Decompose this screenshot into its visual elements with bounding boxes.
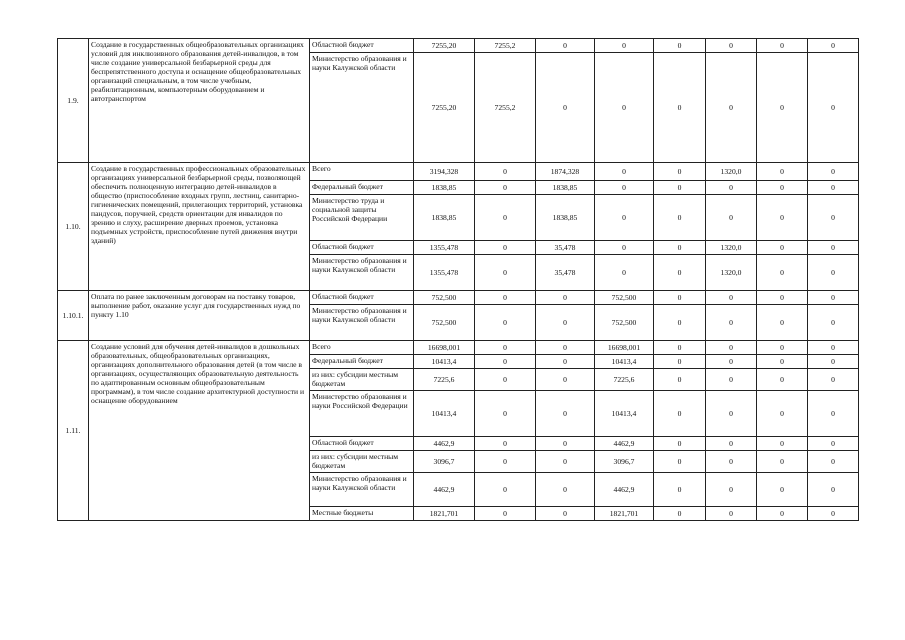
- amount-cell: 0: [757, 355, 808, 369]
- amount-cell: 0: [808, 305, 859, 341]
- amount-cell: 0: [595, 39, 654, 53]
- amount-cell: 0: [654, 255, 706, 291]
- table-row: [58, 39, 859, 53]
- amount-cell: 0: [808, 255, 859, 291]
- funding-source: Всего: [310, 341, 414, 355]
- amount-cell: 0: [706, 195, 757, 241]
- amount-cell: 0: [757, 291, 808, 305]
- amount-cell: 1838,85: [536, 195, 595, 241]
- amount-cell: 1320,0: [706, 255, 757, 291]
- funding-source: Министерство образования и науки Калужской области: [310, 53, 414, 163]
- amount-cell: 7255,20: [414, 53, 475, 163]
- amount-cell: 3096,7: [414, 451, 475, 473]
- amount-cell: 752,500: [595, 291, 654, 305]
- amount-cell: 0: [595, 241, 654, 255]
- amount-cell: 0: [808, 451, 859, 473]
- amount-cell: 0: [475, 355, 536, 369]
- amount-cell: 0: [654, 241, 706, 255]
- funding-source: Министерство труда и социальной защиты Российской Федерации: [310, 195, 414, 241]
- amount-cell: 0: [706, 181, 757, 195]
- amount-cell: 1838,85: [536, 181, 595, 195]
- item-number: 1.11.: [58, 341, 89, 521]
- amount-cell: 0: [475, 195, 536, 241]
- amount-cell: 752,500: [595, 305, 654, 341]
- amount-cell: 10413,4: [595, 391, 654, 437]
- amount-cell: 0: [808, 39, 859, 53]
- amount-cell: 0: [808, 391, 859, 437]
- amount-cell: 0: [757, 341, 808, 355]
- table-body: [58, 39, 859, 521]
- amount-cell: 0: [654, 341, 706, 355]
- amount-cell: 0: [475, 437, 536, 451]
- amount-cell: 0: [706, 291, 757, 305]
- amount-cell: 0: [706, 451, 757, 473]
- funding-source: Министерство образования и науки Российской Федерации: [310, 391, 414, 437]
- amount-cell: 7255,2: [475, 53, 536, 163]
- amount-cell: 0: [654, 437, 706, 451]
- amount-cell: 16698,001: [414, 341, 475, 355]
- amount-cell: 0: [706, 473, 757, 507]
- funding-source: Областной бюджет: [310, 291, 414, 305]
- funding-source: Министерство образования и науки Калужской области: [310, 255, 414, 291]
- amount-cell: 35,478: [536, 241, 595, 255]
- amount-cell: 0: [808, 369, 859, 391]
- amount-cell: 0: [475, 241, 536, 255]
- amount-cell: 0: [654, 163, 706, 181]
- amount-cell: 0: [536, 291, 595, 305]
- amount-cell: 7255,20: [414, 39, 475, 53]
- funding-source: Областной бюджет: [310, 241, 414, 255]
- amount-cell: 0: [654, 181, 706, 195]
- funding-source: Министерство образования и науки Калужской области: [310, 473, 414, 507]
- amount-cell: 0: [706, 437, 757, 451]
- amount-cell: 0: [757, 451, 808, 473]
- amount-cell: 0: [808, 181, 859, 195]
- amount-cell: 3096,7: [595, 451, 654, 473]
- amount-cell: 0: [595, 181, 654, 195]
- item-number: 1.10.1.: [58, 291, 89, 341]
- amount-cell: 0: [808, 473, 859, 507]
- amount-cell: 0: [595, 195, 654, 241]
- amount-cell: 0: [475, 341, 536, 355]
- amount-cell: 752,500: [414, 305, 475, 341]
- amount-cell: 16698,001: [595, 341, 654, 355]
- amount-cell: 0: [475, 181, 536, 195]
- amount-cell: 0: [595, 163, 654, 181]
- amount-cell: 0: [475, 369, 536, 391]
- item-description: Создание в государственных общеобразовательных организациях условий для инклюзивного образования детей-инвалидов, в том числе создание универсальной безбарьерной среды для беспрепятственного доступа и оснащение общеобразовательных организаций специальным, в том числе учебным, реабилитационным, компьютерным оборудованием и автотранспортом: [89, 39, 310, 163]
- amount-cell: 0: [757, 195, 808, 241]
- item-description: Оплата по ранее заключенным договорам на поставку товаров, выполнение работ, оказание услуг для государственных нужд по пункту 1.10: [89, 291, 310, 341]
- amount-cell: 0: [475, 391, 536, 437]
- amount-cell: 0: [536, 355, 595, 369]
- amount-cell: 0: [536, 305, 595, 341]
- amount-cell: 0: [536, 53, 595, 163]
- funding-source: из них: субсидии местным бюджетам: [310, 369, 414, 391]
- amount-cell: 0: [808, 53, 859, 163]
- amount-cell: 0: [757, 39, 808, 53]
- amount-cell: 0: [536, 341, 595, 355]
- funding-source: Федеральный бюджет: [310, 181, 414, 195]
- amount-cell: 1821,701: [414, 507, 475, 521]
- table-row: [58, 163, 859, 181]
- amount-cell: 0: [757, 241, 808, 255]
- amount-cell: 1821,701: [595, 507, 654, 521]
- amount-cell: 35,478: [536, 255, 595, 291]
- amount-cell: 0: [654, 39, 706, 53]
- funding-source: Областной бюджет: [310, 39, 414, 53]
- amount-cell: 0: [757, 369, 808, 391]
- amount-cell: 0: [654, 305, 706, 341]
- amount-cell: 0: [654, 195, 706, 241]
- amount-cell: 1320,0: [706, 241, 757, 255]
- amount-cell: 0: [475, 473, 536, 507]
- amount-cell: 4462,9: [414, 437, 475, 451]
- funding-source: Федеральный бюджет: [310, 355, 414, 369]
- amount-cell: 0: [808, 291, 859, 305]
- budget-table: [57, 38, 859, 521]
- amount-cell: 0: [475, 451, 536, 473]
- amount-cell: 7225,6: [595, 369, 654, 391]
- amount-cell: 0: [808, 355, 859, 369]
- amount-cell: 0: [808, 341, 859, 355]
- amount-cell: 0: [654, 391, 706, 437]
- amount-cell: 0: [706, 341, 757, 355]
- amount-cell: 0: [654, 355, 706, 369]
- funding-source: Всего: [310, 163, 414, 181]
- amount-cell: 0: [808, 507, 859, 521]
- amount-cell: 1355,478: [414, 241, 475, 255]
- amount-cell: 0: [475, 255, 536, 291]
- amount-cell: 4462,9: [595, 437, 654, 451]
- amount-cell: 0: [595, 53, 654, 163]
- item-description: Создание в государственных профессиональных образовательных организациях универсальной безбарьерной среды, позволяющей обеспечить полноценную интеграцию детей-инвалидов в общество (приспособление входных групп, лестниц, санитарно-гигиенических помещений, прилегающих территорий, установка пандусов, поручней, средств ориентации для инвалидов по зрению и слуху, расширение дверных проемов, установка подъемных устройств, приспособление путей движения внутри зданий): [89, 163, 310, 291]
- amount-cell: 0: [654, 291, 706, 305]
- amount-cell: 0: [757, 473, 808, 507]
- amount-cell: 0: [706, 391, 757, 437]
- amount-cell: 0: [757, 53, 808, 163]
- amount-cell: 0: [757, 181, 808, 195]
- funding-source: Местные бюджеты: [310, 507, 414, 521]
- amount-cell: 0: [706, 355, 757, 369]
- amount-cell: 0: [536, 507, 595, 521]
- amount-cell: 0: [475, 507, 536, 521]
- amount-cell: 0: [757, 437, 808, 451]
- amount-cell: 0: [654, 53, 706, 163]
- amount-cell: 7255,2: [475, 39, 536, 53]
- amount-cell: 1838,85: [414, 181, 475, 195]
- amount-cell: 1320,0: [706, 163, 757, 181]
- amount-cell: 1838,85: [414, 195, 475, 241]
- amount-cell: 0: [808, 437, 859, 451]
- amount-cell: 4462,9: [595, 473, 654, 507]
- item-description: Создание условий для обучения детей-инвалидов в дошкольных образовательных, общеобразовательных организациях, организациях дополнительного образования детей (в том числе в организациях, осуществляющих образовательную деятельность по адаптированным основным общеобразовательным программам), в том числе создание архитектурной доступности и оснащение оборудованием: [89, 341, 310, 521]
- amount-cell: 0: [706, 53, 757, 163]
- amount-cell: 3194,328: [414, 163, 475, 181]
- item-number: 1.9.: [58, 39, 89, 163]
- amount-cell: 0: [475, 163, 536, 181]
- amount-cell: 0: [706, 507, 757, 521]
- amount-cell: 0: [654, 369, 706, 391]
- amount-cell: 0: [654, 473, 706, 507]
- amount-cell: 4462,9: [414, 473, 475, 507]
- table-row: [58, 291, 859, 305]
- amount-cell: 0: [706, 305, 757, 341]
- amount-cell: 0: [536, 473, 595, 507]
- amount-cell: 10413,4: [595, 355, 654, 369]
- amount-cell: 0: [536, 437, 595, 451]
- amount-cell: 0: [757, 507, 808, 521]
- funding-source: из них: субсидии местным бюджетам: [310, 451, 414, 473]
- funding-source: Министерство образования и науки Калужской области: [310, 305, 414, 341]
- amount-cell: 0: [706, 39, 757, 53]
- amount-cell: 10413,4: [414, 355, 475, 369]
- amount-cell: 0: [808, 241, 859, 255]
- amount-cell: 0: [536, 39, 595, 53]
- amount-cell: 0: [475, 291, 536, 305]
- amount-cell: 0: [536, 369, 595, 391]
- item-number: 1.10.: [58, 163, 89, 291]
- amount-cell: 1355,478: [414, 255, 475, 291]
- amount-cell: 0: [757, 163, 808, 181]
- table-row: [58, 341, 859, 355]
- funding-source: Областной бюджет: [310, 437, 414, 451]
- amount-cell: 0: [706, 369, 757, 391]
- amount-cell: 0: [757, 391, 808, 437]
- amount-cell: 0: [595, 255, 654, 291]
- amount-cell: 10413,4: [414, 391, 475, 437]
- amount-cell: 0: [475, 305, 536, 341]
- amount-cell: 0: [654, 451, 706, 473]
- amount-cell: 1874,328: [536, 163, 595, 181]
- amount-cell: 0: [808, 195, 859, 241]
- amount-cell: 0: [536, 391, 595, 437]
- amount-cell: 0: [654, 507, 706, 521]
- amount-cell: 0: [536, 451, 595, 473]
- amount-cell: 0: [757, 255, 808, 291]
- amount-cell: 7225,6: [414, 369, 475, 391]
- amount-cell: 0: [757, 305, 808, 341]
- amount-cell: 0: [808, 163, 859, 181]
- amount-cell: 752,500: [414, 291, 475, 305]
